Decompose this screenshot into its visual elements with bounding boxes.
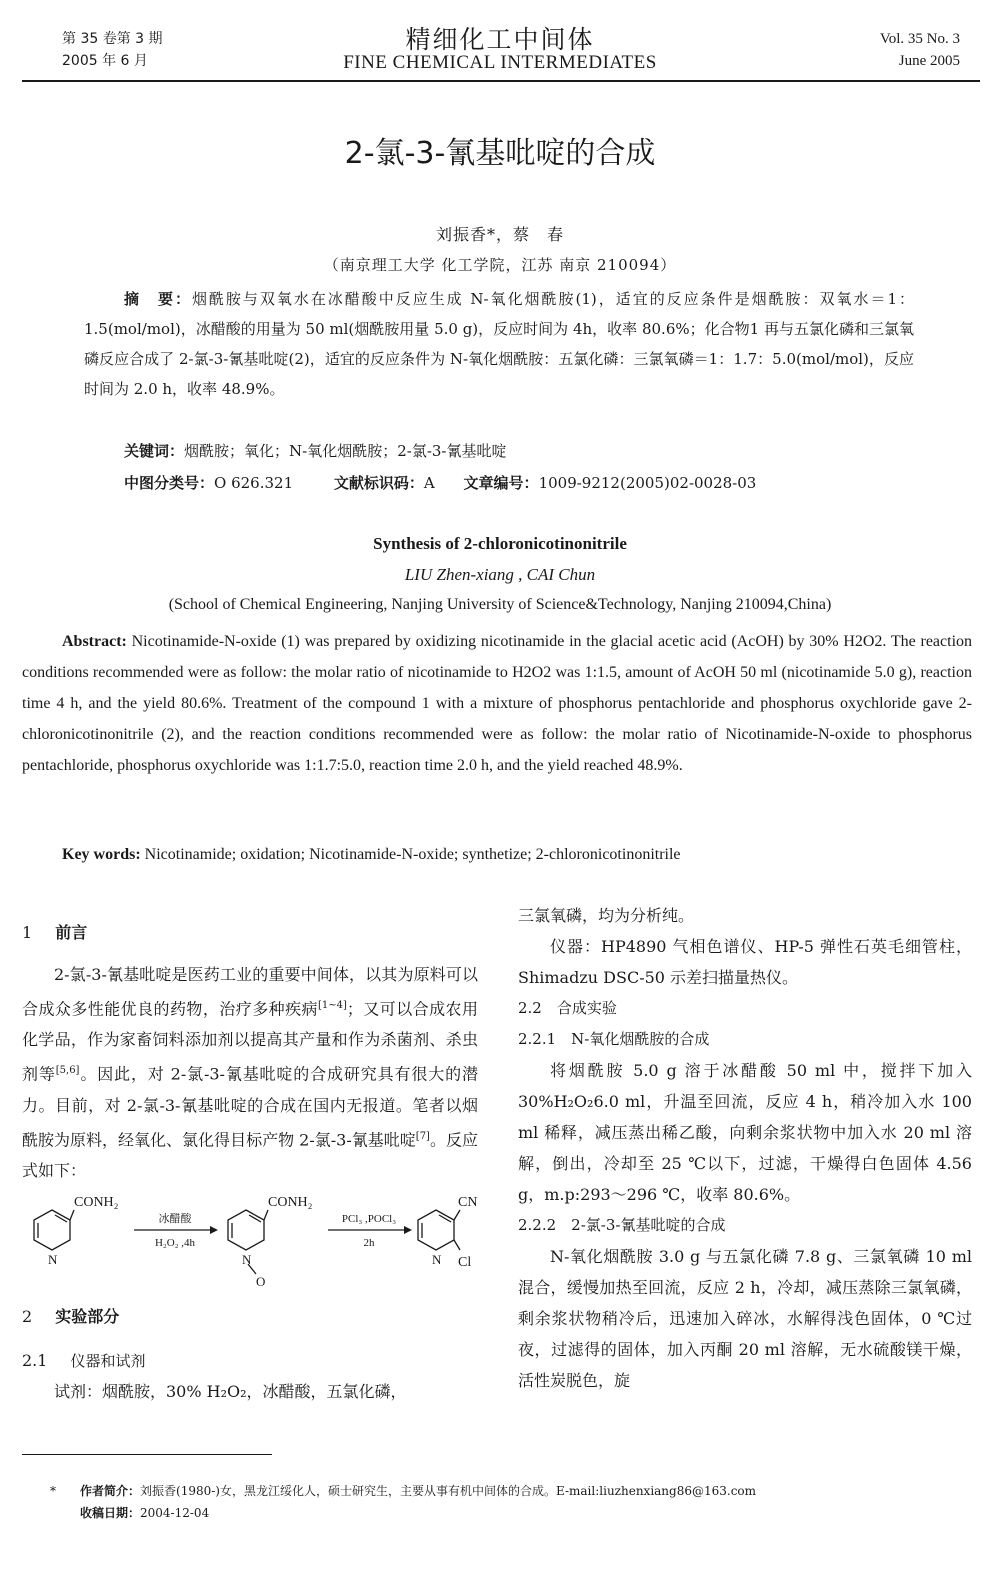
received-date xyxy=(80,1502,970,1524)
keywords-en xyxy=(62,846,681,864)
reagents-continued: 三氯氧磷，均为分析纯。 xyxy=(518,906,695,925)
issue-zh: 第 35 卷第 3 期 xyxy=(62,31,163,47)
doc-code-label: 文献标识码： xyxy=(333,474,424,492)
keywords-en-label: Key words: xyxy=(62,846,141,863)
intro-paragraph xyxy=(22,959,478,1186)
instruments-paragraph: 仪器：HP4890 气相色谱仪、HP-5 弹性石英毛细管柱，Shimadzu DSC-50 示差扫描量热仪。 xyxy=(518,937,972,987)
nitrogen-label-2: N xyxy=(242,1251,252,1267)
affiliation-zh: （南京理工大学 化工学院，江苏 南京 210094） xyxy=(323,256,677,274)
abstract-zh-label: 摘 要： xyxy=(124,290,192,308)
chloronicotinonitrile-structure xyxy=(418,1210,460,1250)
footnote xyxy=(50,1480,970,1524)
keywords-zh-text: 烟酰胺；氧化；N-氧化烟酰胺；2-氯-3-氰基吡啶 xyxy=(184,442,507,460)
cyano-group-label: CN xyxy=(458,1194,478,1210)
section-2-heading xyxy=(22,1304,478,1335)
arrow-2-conditions: 2h xyxy=(363,1236,375,1249)
amide-group-label-2: CONH₂ xyxy=(268,1194,313,1210)
synthesis-2-paragraph: N-氧化烟酰胺 3.0 g 与五氯化磷 7.8 g、三氯氧磷 10 ml 混合，缓慢加热至回流，反应 2 h，冷却，减压蒸除三氯氧磷，剩余浆状物稍冷后，迅速加入碎冰，水解得浅色固体，0 ℃过夜，过滤得的固体，加入丙酮 20 ml 溶解，无水硫酸镁干燥，活性炭脱色，旋 xyxy=(518,1247,972,1390)
intro-text-2: ；又可以合成农用化学品，作为家畜饲料添加剂以提高其产量和作为杀菌剂、杀虫剂等 xyxy=(22,999,478,1084)
citation-2: [5,6] xyxy=(55,1065,80,1077)
chloro-group-label: Cl xyxy=(458,1254,472,1270)
issue-en: Vol. 35 No. 3 xyxy=(879,31,960,47)
date-en: June 2005 xyxy=(898,53,960,69)
clc-label: 中图分类号： xyxy=(124,474,215,492)
page-title: 2-氯-3-氰基吡啶的合成 xyxy=(344,136,656,171)
reaction-arrow-1 xyxy=(134,1226,218,1234)
author-note xyxy=(50,1480,970,1502)
author-note-text: 刘振香(1980-)女，黑龙江绥化人，硕士研究生，主要从事有机中间体的合成。E-mail:liuzhenxiang86@163.com xyxy=(140,1484,757,1498)
keywords-zh-label: 关键词： xyxy=(124,442,185,460)
nicotinamide-structure xyxy=(34,1210,74,1250)
article-id-value: 1009-9212(2005)02-0028-03 xyxy=(538,474,757,492)
authors-en: LIU Zhen-xiang , CAI Chun xyxy=(404,565,596,584)
article-id-label: 文章编号： xyxy=(463,474,539,492)
left-column xyxy=(22,920,478,1407)
arrow-1-conditions: H₂O₂ ,4h xyxy=(154,1236,196,1249)
right-column xyxy=(518,900,972,1396)
intro-text-1: 2-氯-3-氰基吡啶是医药工业的重要中间体，以其为原料可以合成众多性能优良的药物，治疗多种疾病 xyxy=(22,965,478,1019)
title-en: Synthesis of 2-chloronicotinonitrile xyxy=(373,534,627,553)
synthesis-1-paragraph: 将烟酰胺 5.0 g 溶于冰醋酸 50 ml 中，搅拌下加入 30%H₂O₂6.0 ml，升温至回流，反应 4 h，稍冷加入水 100 ml 稀释，减压蒸出稀乙酸，向剩余浆状物中加入水 20 ml 溶解，倒出，冷却至 25 ℃以下，过滤，干燥得白色固体 4.56 g，m.p:293～296 ℃，收率 80.6%。 xyxy=(518,1061,972,1204)
nitrogen-label-1: N xyxy=(48,1251,58,1267)
reaction-scheme xyxy=(22,1188,478,1288)
author-note-label: 作者简介： xyxy=(80,1484,141,1498)
affiliation-en: (School of Chemical Engineering, Nanjing University of Science&Technology, Nanjing 210094,China) xyxy=(168,596,832,613)
reagents-paragraph: 试剂：烟酰胺，30% H₂O₂，冰醋酸，五氯化磷， xyxy=(54,1381,407,1401)
reaction-arrow-2 xyxy=(328,1226,412,1234)
doc-code-value: A xyxy=(423,474,435,492)
abstract-en-text: Nicotinamide-N-oxide (1) was prepared by oxidizing nicotinamide in the glacial acetic acid (AcOH) by 30% H2O2. The reaction conditions recommended were as follow: the molar ratio of nicotinamide to H2O2 was 1:1.5, amount of AcOH 50 ml (nicotinamide 5.0 g), reaction time 4 h, and the yield 80.6%. Treatment of the compound 1 with a mixture of phosphorus pentachloride and phosphorus oxychloride gave 2-chloronicotinonitrile (2), and the reaction conditions recommended were as follow: the molar ratio of Nicotinamide-N-oxide to phosphorus pentachloride, phosphorus oxychloride was 1:1.7:5.0, reaction time 2.0 h, and the yield reached 48.9%. xyxy=(22,633,973,774)
received-date-label: 收稿日期： xyxy=(80,1506,141,1520)
abstract-zh xyxy=(84,284,914,404)
intro-text-3: 。因此，对 2-氯-3-氰基吡啶的合成研究具有很大的潜力。目前，对 2-氯-3-氰基吡啶的合成在国内无报道。笔者以烟酰胺为原料，经氧化、氯化得目标产物 2-氯-3-氰基吡啶 xyxy=(22,1064,478,1149)
header-rule xyxy=(22,80,980,82)
citation-1: [1~4] xyxy=(317,1000,347,1011)
section-2-1-heading xyxy=(22,1345,478,1376)
nitrogen-label-3: N xyxy=(432,1251,442,1267)
journal-title-zh: 精细化工中间体 xyxy=(405,25,595,54)
abstract-en xyxy=(22,626,972,781)
section-2-2-1-heading: 2.2.1 N-氧化烟酰胺的合成 xyxy=(518,1030,710,1048)
section-2-2-heading: 2.2 合成实验 xyxy=(518,999,617,1017)
journal-title-en: FINE CHEMICAL INTERMEDIATES xyxy=(343,52,657,73)
oxide-oxygen-label: O xyxy=(256,1273,266,1288)
section-1-title: 前言 xyxy=(55,923,88,942)
section-1-number: 1 xyxy=(22,923,33,942)
section-1-heading xyxy=(22,920,478,951)
amide-group-label-1: CONH₂ xyxy=(74,1194,119,1210)
section-2-title: 实验部分 xyxy=(55,1306,120,1326)
section-2-number: 2 xyxy=(22,1306,33,1326)
footnote-star: * xyxy=(50,1484,56,1498)
section-2-2-2-heading: 2.2.2 2-氯-3-氰基吡啶的合成 xyxy=(518,1216,726,1234)
footnote-rule xyxy=(22,1454,272,1455)
abstract-zh-text: 烟酰胺与双氧水在冰醋酸中反应生成 N-氧化烟酰胺(1)，适宜的反应条件是烟酰胺：双氧水＝1：1.5(mol/mol)，冰醋酸的用量为 50 ml(烟酰胺用量 5.0 g)，反应时间为 4h，收率 80.6%；化合物1 再与五氯化磷和三氯氧磷反应合成了 2-氯-3-氰基吡啶(2)，适宜的反应条件为 N-氧化烟酰胺：五氯化磷：三氯氧磷＝1：1.7：5.0(mol/mol)，反应时间为 2.0 h，收率 48.9%。 xyxy=(84,290,914,398)
citation-3: [7] xyxy=(415,1130,430,1142)
arrow-2-reagent: PCl₃ ,POCl₃ xyxy=(341,1212,397,1225)
classification xyxy=(124,472,756,493)
arrow-1-reagent: 冰醋酸 xyxy=(158,1211,192,1225)
clc-value: O 626.321 xyxy=(214,474,294,492)
section-2-1-number: 2.1 xyxy=(22,1350,48,1370)
abstract-en-label: Abstract: xyxy=(62,633,127,650)
authors-zh: 刘振香*，蔡 春 xyxy=(435,225,564,244)
keywords-en-text: Nicotinamide; oxidation; Nicotinamide-N-oxide; synthetize; 2-chloronicotinonitrile xyxy=(144,846,681,863)
intro-text-4: 。反应式如下： xyxy=(22,1129,478,1180)
date-zh: 2005 年 6 月 xyxy=(62,53,148,69)
section-2-1-title: 仪器和试剂 xyxy=(70,1351,146,1370)
received-date-value: 2004-12-04 xyxy=(140,1506,210,1520)
keywords-zh xyxy=(124,440,507,461)
